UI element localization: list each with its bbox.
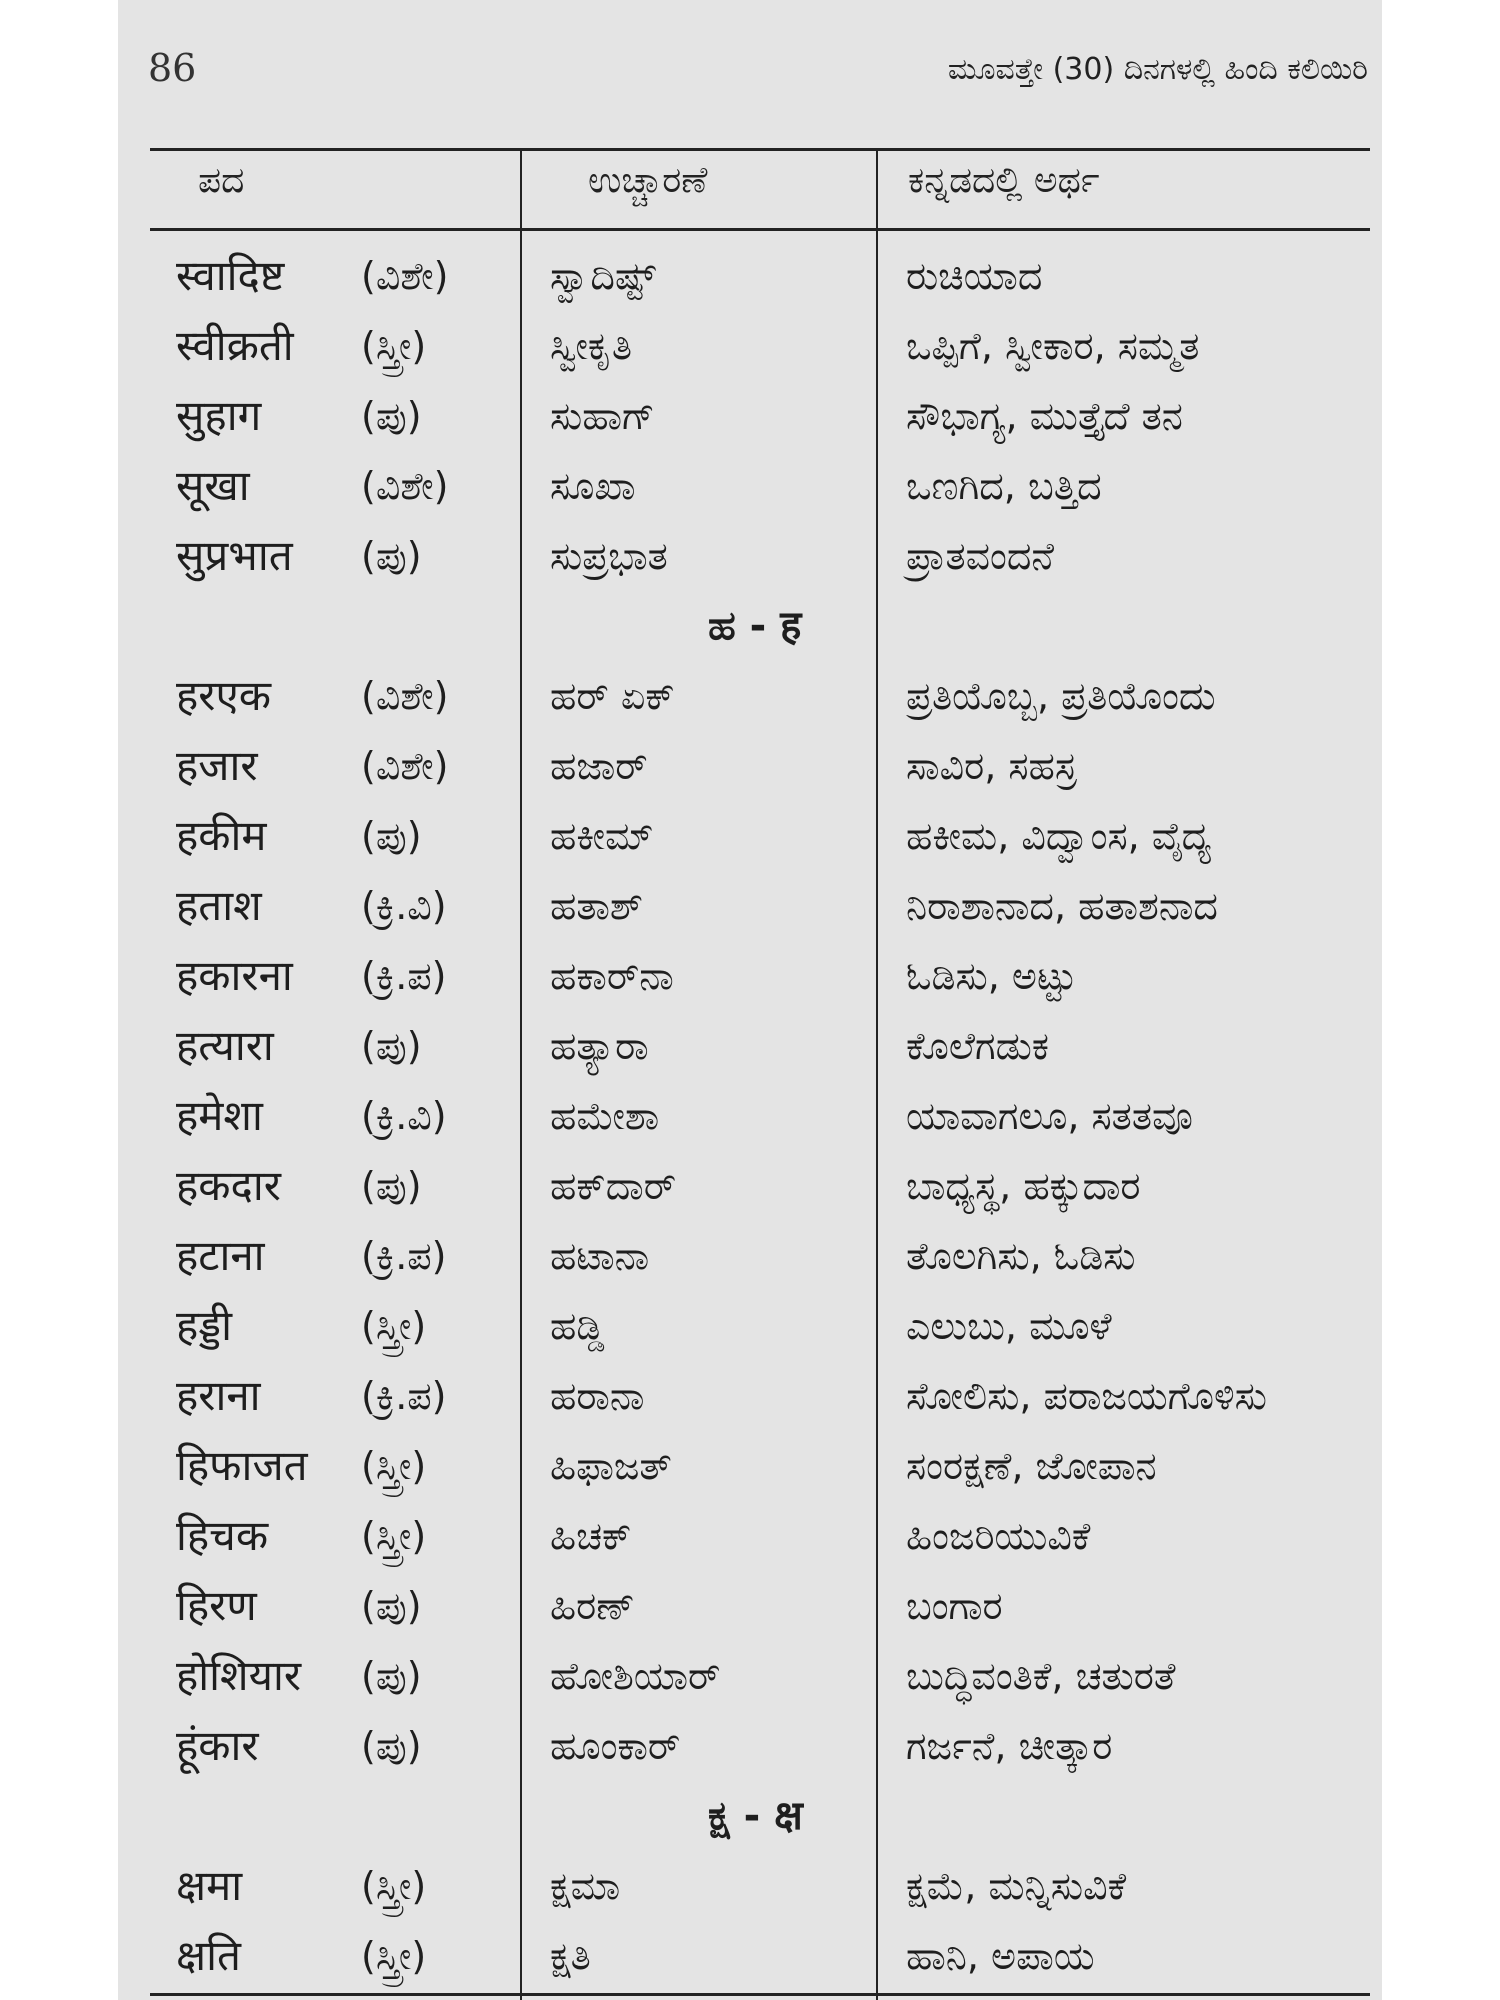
pronunciation: ಹಮೇಶಾ xyxy=(550,1094,660,1138)
hindi-word: होशियार xyxy=(176,1651,302,1700)
pronunciation: ಹಜಾರ್ xyxy=(550,744,648,788)
grammar-tag: (ಸ್ತ್ರೀ) xyxy=(361,324,427,368)
pronunciation: ಹತಾಶ್ xyxy=(550,884,644,928)
hindi-word: सुप्रभात xyxy=(176,531,293,580)
kannada-meaning: ಸೋಲಿಸು, ಪರಾಜಯಗೊಳಿಸು xyxy=(906,1374,1267,1418)
hindi-word: स्वीक्रती xyxy=(176,321,294,370)
kannada-meaning: ಬಾಧ್ಯಸ್ಥ, ಹಕ್ಕುದಾರ xyxy=(906,1164,1141,1208)
table-row xyxy=(118,802,1382,872)
section-heading-ksha: ಕ್ಷ - क्ष xyxy=(708,1793,803,1839)
grammar-tag: (ಕ್ರಿ.ವಿ) xyxy=(361,1094,447,1138)
table-row xyxy=(118,452,1382,522)
grammar-tag: (ಪು) xyxy=(361,1164,422,1208)
section-heading-row xyxy=(118,1782,1382,1852)
hindi-word: सूखा xyxy=(176,461,250,510)
hindi-word: हरएक xyxy=(176,671,271,720)
grammar-tag: (ಪು) xyxy=(361,394,422,438)
table-row xyxy=(118,1572,1382,1642)
table-row xyxy=(118,382,1382,452)
table-row xyxy=(118,942,1382,1012)
kannada-meaning: ಸಾವಿರ, ಸಹಸ್ರ xyxy=(906,744,1077,788)
hindi-word: सुहाग xyxy=(176,391,262,440)
pronunciation: ಹಡ್ಡಿ xyxy=(550,1304,605,1348)
hindi-word: स्वादिष्ट xyxy=(176,251,285,300)
grammar-tag: (ಸ್ತ್ರೀ) xyxy=(361,1864,427,1908)
pronunciation: ಕ್ಷತಿ xyxy=(550,1934,591,1978)
page-number: 86 xyxy=(148,46,197,90)
table-row xyxy=(118,1502,1382,1572)
book-page xyxy=(118,0,1382,2000)
kannada-meaning: ಪ್ರಾತವಂದನೆ xyxy=(906,534,1055,578)
pronunciation: ಹಿಫಾಜತ್ xyxy=(550,1444,672,1488)
pronunciation: ಸ್ವೀಕೃತಿ xyxy=(550,324,633,368)
section-heading-row xyxy=(118,592,1382,662)
grammar-tag: (ಪು) xyxy=(361,1024,422,1068)
table-row xyxy=(118,1012,1382,1082)
table-row xyxy=(118,1432,1382,1502)
kannada-meaning: ತೊಲಗಿಸು, ಓಡಿಸು xyxy=(906,1234,1136,1278)
table-row xyxy=(118,312,1382,382)
pronunciation: ಹತ್ಯಾರಾ xyxy=(550,1024,649,1068)
table-row xyxy=(118,732,1382,802)
grammar-tag: (ಪು) xyxy=(361,1584,422,1628)
kannada-meaning: ಗರ್ಜನೆ, ಚೀತ್ಕಾರ xyxy=(906,1724,1113,1768)
column-header-word: ಪದ xyxy=(198,160,245,201)
grammar-tag: (ಸ್ತ್ರೀ) xyxy=(361,1444,427,1488)
table-row xyxy=(118,1852,1382,1922)
grammar-tag: (ವಿಶೇ) xyxy=(361,744,449,788)
hindi-word: हड्डी xyxy=(176,1301,232,1350)
pronunciation: ಹಕೀಮ್ xyxy=(550,814,654,858)
kannada-meaning: ರುಚಿಯಾದ xyxy=(906,254,1043,298)
table-row xyxy=(118,1642,1382,1712)
hindi-word: हकारना xyxy=(176,951,293,1000)
hindi-word: हकीम xyxy=(176,811,267,860)
table-header-rule xyxy=(150,228,1370,231)
hindi-word: हिचक xyxy=(176,1511,269,1560)
kannada-meaning: ಒಣಗಿದ, ಬತ್ತಿದ xyxy=(906,464,1102,508)
grammar-tag: (ಸ್ತ್ರೀ) xyxy=(361,1304,427,1348)
kannada-meaning: ಕ್ಷಮೆ, ಮನ್ನಿಸುವಿಕೆ xyxy=(906,1864,1127,1908)
grammar-tag: (ಪು) xyxy=(361,1654,422,1698)
table-row xyxy=(118,1712,1382,1782)
hindi-word: हकदार xyxy=(176,1161,281,1210)
table-bottom-rule xyxy=(150,1993,1370,1996)
grammar-tag: (ಸ್ತ್ರೀ) xyxy=(361,1934,427,1978)
hindi-word: हराना xyxy=(176,1371,261,1420)
kannada-meaning: ನಿರಾಶಾನಾದ, ಹತಾಶನಾದ xyxy=(906,884,1218,928)
kannada-meaning: ಸೌಭಾಗ್ಯ, ಮುತ್ತೈದೆ ತನ xyxy=(906,394,1183,438)
kannada-meaning: ಒಪ್ಪಿಗೆ, ಸ್ವೀಕಾರ, ಸಮ್ಮತ xyxy=(906,324,1200,368)
hindi-word: क्षति xyxy=(176,1931,241,1980)
hindi-word: हजार xyxy=(176,741,258,790)
grammar-tag: (ಪು) xyxy=(361,534,422,578)
kannada-meaning: ಹಿಂಜರಿಯುವಿಕೆ xyxy=(906,1514,1091,1558)
column-header-pronunciation: ಉಚ್ಚಾರಣೆ xyxy=(588,160,708,201)
grammar-tag: (ಪು) xyxy=(361,814,422,858)
table-row xyxy=(118,1222,1382,1292)
pronunciation: ಸುಹಾಗ್ xyxy=(550,394,655,438)
hindi-word: हत्यारा xyxy=(176,1021,274,1070)
kannada-meaning: ಪ್ರತಿಯೊಬ್ಬ, ಪ್ರತಿಯೊಂದು xyxy=(906,674,1216,718)
pronunciation: ಹಕಾರ್‌ನಾ xyxy=(550,954,674,998)
pronunciation: ಹಿಚಕ್ xyxy=(550,1514,632,1558)
kannada-meaning: ಹಕೀಮ, ವಿದ್ವಾಂಸ, ವೈದ್ಯ xyxy=(906,814,1212,858)
table-row xyxy=(118,1922,1382,1992)
running-title: ಮೂವತ್ತೇ (30) ದಿನಗಳಲ್ಲಿ ಹಿಂದಿ ಕಲಿಯಿರಿ xyxy=(947,52,1368,87)
table-row xyxy=(118,872,1382,942)
grammar-tag: (ಕ್ರಿ.ವಿ) xyxy=(361,884,447,928)
kannada-meaning: ಹಾನಿ, ಅಪಾಯ xyxy=(906,1934,1095,1978)
hindi-word: क्षमा xyxy=(176,1861,243,1910)
hindi-word: हिरण xyxy=(176,1581,257,1630)
grammar-tag: (ವಿಶೇ) xyxy=(361,464,449,508)
table-row xyxy=(118,242,1382,312)
pronunciation: ಹರಾನಾ xyxy=(550,1374,645,1418)
vocabulary-table-body xyxy=(118,242,1382,1992)
hindi-word: हूंकार xyxy=(176,1721,259,1770)
kannada-meaning: ಬುದ್ಧಿವಂತಿಕೆ, ಚತುರತೆ xyxy=(906,1654,1176,1698)
pronunciation: ಹೂಂಕಾರ್ xyxy=(550,1724,681,1768)
kannada-meaning: ಓಡಿಸು, ಅಟ್ಟು xyxy=(906,954,1077,998)
kannada-meaning: ಕೊಲೆಗಡುಕ xyxy=(906,1024,1049,1068)
pronunciation: ಸೂಖಾ xyxy=(550,464,636,508)
table-row xyxy=(118,1362,1382,1432)
table-row xyxy=(118,1082,1382,1152)
grammar-tag: (ಕ್ರಿ.ಪ) xyxy=(361,954,447,998)
column-header-meaning: ಕನ್ನಡದಲ್ಲಿ ಅರ್ಥ xyxy=(908,160,1100,201)
grammar-tag: (ಕ್ರಿ.ಪ) xyxy=(361,1374,447,1418)
grammar-tag: (ವಿಶೇ) xyxy=(361,674,449,718)
hindi-word: हमेशा xyxy=(176,1091,263,1140)
hindi-word: हटाना xyxy=(176,1231,265,1280)
kannada-meaning: ಎಲುಬು, ಮೂಳೆ xyxy=(906,1304,1112,1348)
hindi-word: हताश xyxy=(176,881,262,930)
pronunciation: ಹಟಾನಾ xyxy=(550,1234,650,1278)
table-top-rule xyxy=(150,148,1370,151)
pronunciation: ಸುಪ್ರಭಾತ xyxy=(550,534,668,578)
pronunciation: ಸ್ವಾದಿಷ್ಟ್ xyxy=(550,254,656,298)
grammar-tag: (ಪು) xyxy=(361,1724,422,1768)
table-row xyxy=(118,1292,1382,1362)
kannada-meaning: ಸಂರಕ್ಷಣೆ, ಜೋಪಾನ xyxy=(906,1444,1157,1488)
pronunciation: ಹಿರಣ್ xyxy=(550,1584,635,1628)
hindi-word: हिफाजत xyxy=(176,1441,308,1490)
grammar-tag: (ಕ್ರಿ.ಪ) xyxy=(361,1234,447,1278)
grammar-tag: (ಸ್ತ್ರೀ) xyxy=(361,1514,427,1558)
grammar-tag: (ವಿಶೇ) xyxy=(361,254,449,298)
section-heading-ha: ಹ - ह xyxy=(708,603,802,649)
table-row xyxy=(118,1152,1382,1222)
kannada-meaning: ಯಾವಾಗಲೂ, ಸತತವೂ xyxy=(906,1094,1193,1138)
table-row xyxy=(118,522,1382,592)
table-row xyxy=(118,662,1382,732)
pronunciation: ಹೋಶಿಯಾರ್ xyxy=(550,1654,721,1698)
pronunciation: ಹರ್ ಏಕ್ xyxy=(550,674,675,718)
pronunciation: ಹಕ್‌ದಾರ್ xyxy=(550,1164,677,1208)
kannada-meaning: ಬಂಗಾರ xyxy=(906,1584,1003,1628)
pronunciation: ಕ್ಷಮಾ xyxy=(550,1864,621,1908)
